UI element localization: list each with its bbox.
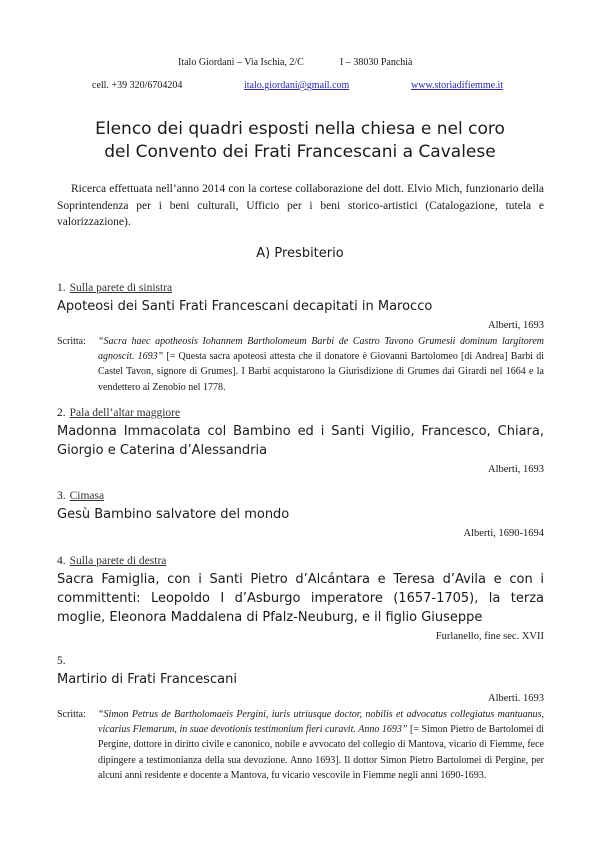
painting-attribution: Furlanello, fine sec. XVII bbox=[435, 631, 544, 642]
entry-number: 3. bbox=[57, 490, 66, 502]
entry-location bbox=[57, 653, 544, 669]
painting-entry bbox=[57, 280, 544, 395]
painting-title: Sacra Famiglia, con i Santi Pietro d’Alcántara e Teresa d’Avila e con i committenti: Leopoldo I d’Asburgo imperatore (1657-1705), la terza moglie, Eleonora Maddalena di Pfalz-Neuburg, e il figlio Giuseppe bbox=[57, 572, 544, 625]
entry-location-label: Pala dell’altar maggiore bbox=[69, 407, 181, 419]
author-phone: cell. +39 320/6704204 bbox=[92, 80, 183, 91]
painting-attribution: Alberti, 1690-1694 bbox=[463, 528, 544, 539]
inscription-text bbox=[98, 334, 544, 395]
painting-title: Apoteosi dei Santi Frati Francescani decapitati in Marocco bbox=[57, 299, 433, 314]
author-name-address: Italo Giordani – Via Ischia, 2/C bbox=[178, 57, 304, 68]
painting-entry bbox=[57, 553, 544, 644]
inscription-label: Scritta: bbox=[57, 336, 86, 347]
entry-location-label: Sulla parete di destra bbox=[69, 555, 167, 567]
painting-title: Madonna Immacolata col Bambino ed i Santi Vigilio, Francesco, Chiara, Giorgio e Caterina d’Alessandria bbox=[57, 424, 544, 458]
painting-entry bbox=[57, 653, 544, 783]
website-link[interactable]: www.storiadifiemme.it bbox=[411, 80, 504, 91]
painting-entry bbox=[57, 488, 544, 541]
entry-location-label: Cimasa bbox=[69, 490, 105, 502]
title-line-2: del Convento dei Frati Francescani a Cavalese bbox=[104, 142, 496, 162]
entry-location bbox=[57, 405, 544, 421]
entry-location-label: Sulla parete di sinistra bbox=[69, 282, 173, 294]
painting-attribution: Alberti, 1693 bbox=[488, 464, 544, 475]
entry-location bbox=[57, 553, 544, 569]
intro-paragraph: Ricerca effettuata nell’anno 2014 con la cortese collaborazione del dott. Elvio Mich, funzionario della Soprintendenza per i beni culturali, Ufficio per i beni storico-artistici (Catalogazione, tutela e valorizzazione). bbox=[57, 183, 544, 228]
inscription bbox=[57, 707, 544, 783]
painting-title: Martirio di Frati Francescani bbox=[57, 672, 237, 687]
inscription-text bbox=[98, 707, 544, 783]
inscription-latin-quote: “Sacra haec apotheosis Iohannem Bartholomeum Barbi de Castro Tavono Grumesii dominum largitorem agnoscit. 1693” bbox=[98, 336, 544, 363]
entry-location bbox=[57, 280, 544, 296]
entry-number: 5. bbox=[57, 655, 66, 667]
inscription-latin-quote: “Simon Petrus de Bartholomaeis Pergini, iuris utriusque doctor, nobilis et advocatus collegiatus mantuanus, vicarius Flemarum, in suae devotionis testimonium fieri curavit. Anno 1693” bbox=[98, 709, 544, 736]
section-heading: A) Presbiterio bbox=[256, 246, 344, 261]
entry-location bbox=[57, 488, 544, 504]
inscription bbox=[57, 334, 544, 395]
inscription-translation: [= Simon Pietro de Bartolomei di Pergine, dottore in diritto civile e canonico, nobile e avvocato del collegio di Mantova, vicario di Fiemme, fece dipingere a testimonianza della sua devozione. Anno 1693]. Il dottor Simon Pietro Bartolomei di Pergine, per alcuni anni residente e docente a Mantova, fu vicario vescovile in Fiemme negli anni 1690-1693. bbox=[98, 724, 544, 781]
painting-attribution: Alberti, 1693 bbox=[488, 320, 544, 331]
inscription-label: Scritta: bbox=[57, 709, 86, 720]
painting-attribution: Alberti. 1693 bbox=[488, 693, 544, 704]
painting-entry bbox=[57, 405, 544, 477]
author-email-link[interactable]: italo.giordani@gmail.com bbox=[244, 80, 350, 91]
entry-number: 2. bbox=[57, 407, 66, 419]
author-city: I – 38030 Panchià bbox=[340, 57, 413, 68]
painting-title: Gesù Bambino salvatore del mondo bbox=[57, 507, 290, 522]
entry-number: 4. bbox=[57, 555, 66, 567]
entry-number: 1. bbox=[57, 282, 66, 294]
inscription-translation: [= Questa sacra apoteosi attesta che il donatore è Giovanni Bartolomeo [di Andrea] Barbi di Castel Tavon, signore di Grumes]. I Barbi acquistarono la Giurisdizione di Grumes dai Girardi nel 1664 e la vendettero ai Zenobio nel 1778. bbox=[98, 351, 544, 393]
title-line-1: Elenco dei quadri esposti nella chiesa e nel coro bbox=[95, 119, 505, 139]
document-title bbox=[0, 118, 600, 164]
